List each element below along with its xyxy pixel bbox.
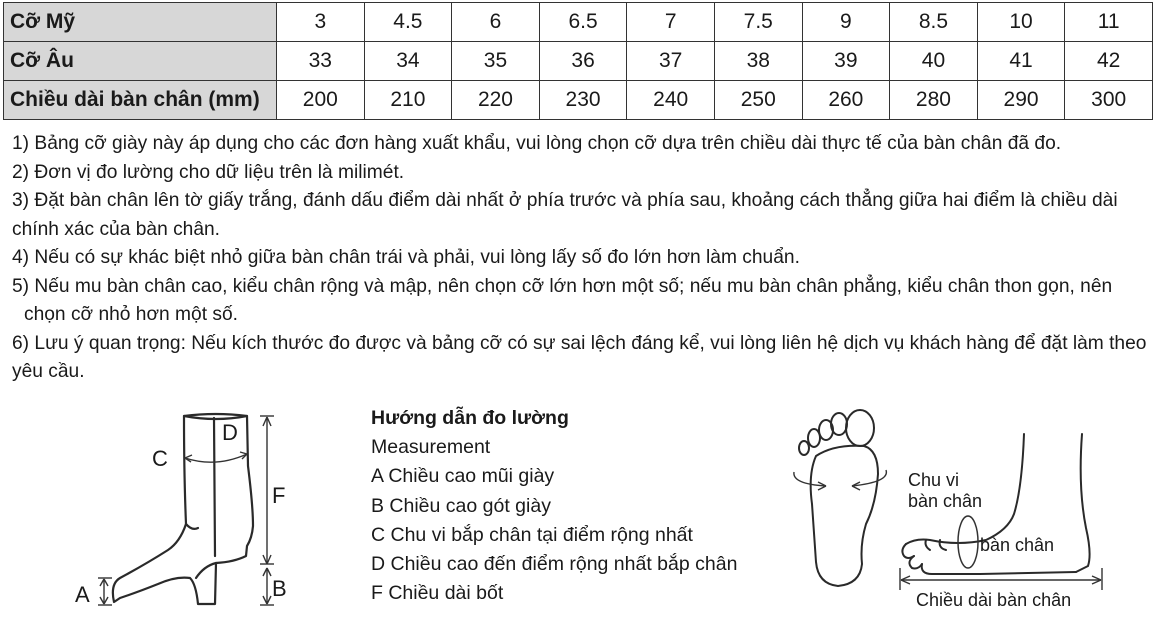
legend-item-d: D Chiều cao đến điểm rộng nhất bắp chân — [371, 553, 738, 576]
table-cell: 250 — [714, 81, 802, 120]
table-cell: 35 — [452, 42, 540, 81]
size-chart-table — [3, 2, 1153, 120]
table-cell: 260 — [802, 81, 890, 120]
legend-item-c: C Chu vi bắp chân tại điểm rộng nhất — [371, 523, 693, 546]
table-cell: 39 — [802, 42, 890, 81]
legend-item-b: B Chiều cao gót giày — [371, 494, 551, 517]
legend-subtitle: Measurement — [371, 436, 491, 459]
row-header: Cỡ Mỹ — [4, 3, 277, 42]
table-cell: 36 — [539, 42, 627, 81]
foot-length-label: Chiều dài bàn chân — [916, 590, 1072, 610]
table-cell: 33 — [277, 42, 365, 81]
label-f: F — [272, 483, 286, 508]
table-cell: 6.5 — [539, 3, 627, 42]
table-cell: 42 — [1065, 42, 1153, 81]
table-cell: 7 — [627, 3, 715, 42]
note-4: 4) Nếu có sự khác biệt nhỏ giữa bàn chân trái và phải, vui lòng lấy số đo lớn hơn làm chuẩn. — [12, 247, 800, 268]
table-cell: 280 — [890, 81, 978, 120]
label-c: C — [152, 446, 168, 471]
note-3: 3) Đặt bàn chân lên tờ giấy trắng, đánh dấu điểm dài nhất ở phía trước và phía sau, khoảng cách thẳng giữa hai điểm là chiều dài chính xác của bàn chân. — [12, 190, 1118, 240]
table-cell: 230 — [539, 81, 627, 120]
foot-circumference-line2: bàn chân — [908, 491, 983, 511]
label-b: B — [272, 576, 287, 601]
row-header: Cỡ Âu — [4, 42, 277, 81]
table-cell: 8.5 — [890, 3, 978, 42]
us-size-row — [4, 3, 1153, 42]
boot-diagram — [66, 406, 306, 612]
table-cell: 11 — [1065, 3, 1153, 42]
table-cell: 290 — [977, 81, 1065, 120]
table-cell: 40 — [890, 42, 978, 81]
table-cell: 300 — [1065, 81, 1153, 120]
legend-item-f: F Chiều dài bốt — [371, 582, 504, 605]
foot-sole-diagram — [786, 404, 896, 590]
foot-length-row — [4, 81, 1153, 120]
table-cell: 200 — [277, 81, 365, 120]
table-cell: 220 — [452, 81, 540, 120]
note-5: 5) Nếu mu bàn chân cao, kiểu chân rộng và mập, nên chọn cỡ lớn hơn một số; nếu mu bàn chân phẳng, kiểu chân thon gọn, nên chọn cỡ nhỏ hơn một số. — [12, 275, 1113, 325]
note-2: 2) Đơn vị đo lường cho dữ liệu trên là milimét. — [12, 161, 405, 183]
label-d: D — [222, 420, 238, 445]
table-cell: 210 — [364, 81, 452, 120]
table-cell: 3 — [277, 3, 365, 42]
notes-list — [12, 130, 1147, 387]
table-cell: 7.5 — [714, 3, 802, 42]
table-cell: 4.5 — [364, 3, 452, 42]
note-1: 1) Bảng cỡ giày này áp dụng cho các đơn hàng xuất khẩu, vui lòng chọn cỡ dựa trên chiều dài thực tế của bàn chân đã đo. — [12, 133, 1062, 154]
label-a: A — [75, 582, 90, 607]
foot-instep-label: bàn chân — [980, 535, 1055, 555]
note-6: 6) Lưu ý quan trọng: Nếu kích thước đo được và bảng cỡ có sự sai lệch đáng kể, vui lòng liên hệ dịch vụ khách hàng để đặt làm theo yêu cầu. — [12, 332, 1147, 382]
table-cell: 37 — [627, 42, 715, 81]
table-cell: 9 — [802, 3, 890, 42]
eu-size-row — [4, 42, 1153, 81]
table-cell: 38 — [714, 42, 802, 81]
foot-side-diagram — [896, 428, 1108, 618]
table-cell: 6 — [452, 3, 540, 42]
table-cell: 240 — [627, 81, 715, 120]
row-header: Chiều dài bàn chân (mm) — [4, 81, 277, 120]
foot-circumference-line1: Chu vi — [908, 470, 960, 490]
table-cell: 34 — [364, 42, 452, 81]
legend-title: Hướng dẫn đo lường — [371, 407, 569, 429]
measurement-legend — [371, 404, 737, 608]
table-cell: 41 — [977, 42, 1065, 81]
table-cell: 10 — [977, 3, 1065, 42]
legend-item-a: A Chiều cao mũi giày — [371, 465, 555, 488]
